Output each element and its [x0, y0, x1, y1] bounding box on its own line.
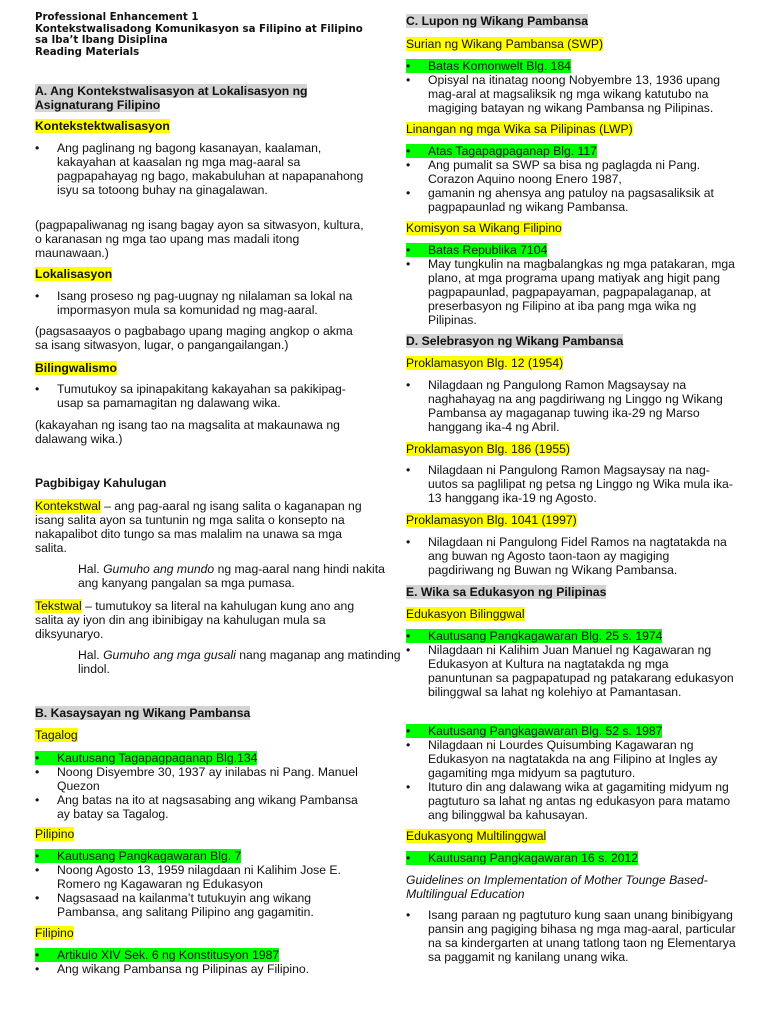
eb-list-1: [406, 629, 736, 699]
subject-title-line2: sa Iba’t Ibang Disiplina: [35, 35, 168, 46]
list-item: [35, 751, 257, 765]
p1041-heading: [406, 513, 736, 527]
p1041-title: Proklamasyon Blg. 1041 (1997): [406, 513, 577, 527]
bilingwal-title: Bilingwalismo: [35, 361, 117, 375]
eb-title: Edukasyon Bilinggwal: [406, 607, 525, 621]
list-item: • Tumutukoy sa ipinapakitang kakayahan sa pakikipag-usap sa pamamagitan ng dalawang wika.: [35, 382, 365, 410]
em-heading: [406, 829, 736, 843]
material-type: Reading Materials: [35, 46, 140, 58]
bilingwal-heading: [35, 361, 365, 375]
law-name: Artikulo XIV Sek. 6 ng Konstitusyon 1987: [57, 948, 280, 962]
lokal-heading: [35, 267, 365, 281]
swp-list: [406, 59, 736, 115]
section-d-title: D. Selebrasyon ng Wikang Pambansa: [406, 334, 624, 348]
pilipino-heading: [35, 827, 365, 841]
p12-title: Proklamasyon Blg. 12 (1954): [406, 356, 564, 370]
list-item: • Nilagdaan ng Pangulong Ramon Magsaysay na naghahayag na ang pagdiriwang ng Linggo ng Wikang Pambansa ay magaganap tuwing ika-29 ng Marso hanggang ika-4 ng Abril.: [406, 378, 736, 434]
example-italic: Gumuho ang mga gusali: [103, 648, 236, 662]
em-guidelines: Guidelines on Implementation of Mother Tounge Based-Multilingual Education: [406, 873, 708, 901]
eb-list-2: [406, 724, 736, 822]
p186-title: Proklamasyon Blg. 186 (1955): [406, 442, 570, 456]
law-name: Kautusang Pangkagawaran Blg. 52 s. 1987: [428, 724, 663, 738]
kontekstwal-definition: [35, 499, 365, 555]
lwp-list: [406, 144, 736, 214]
section-a-title-1: A. Ang Kontekstwalisasyon at Lokalisasyon ng: [35, 84, 308, 98]
pilipino-title: Pilipino: [35, 827, 75, 841]
list-item: • Isang paraan ng pagtuturo kung saan unang binibigyang pansin ang pagiging bihasa ng mga mag-aaral, particular na sa kindergarten at unang tatlong taon ng Elementarya sa paggamit ng kanilang unang wika.: [406, 908, 736, 964]
kontekst-heading: [35, 119, 365, 133]
example-prefix: Hal.: [78, 648, 104, 662]
list-item: [406, 724, 662, 738]
em-list-1: [406, 851, 736, 865]
list-item: [406, 851, 638, 865]
list-item: [406, 629, 662, 643]
list-item: [35, 948, 279, 962]
list-item: • Nilagdaan ni Pangulong Ramon Magsaysay na nag-uutos sa paglilipat ng petsa ng Linggo ng Wika mula ika-13 hanggang ika-19 ng Agosto.: [406, 463, 736, 505]
list-item: • Ituturo din ang dalawang wika at gagamiting midyum ng pagtuturo sa lahat ng antas ng edukasyon para matamo ang bilinggwal ba kahusayan.: [406, 780, 736, 822]
bilingwal-list: [35, 382, 365, 410]
document-header: [35, 12, 375, 58]
law-name: Kautusang Pangkagawaran 16 s. 2012: [428, 851, 639, 865]
tagalog-list: [35, 751, 365, 821]
list-item: • May tungkulin na magbalangkas ng mga patakaran, mga plano, at mga programa upang matiyak ang higit pang pagpapaunlad, pagpapayaman, pagpapalaganap, at preserbasyon ng Filipino at iba pang mga wika ng Pilipinas.: [406, 257, 736, 327]
section-e-heading: [406, 585, 736, 599]
example-italic: Gumuho ang mundo: [103, 562, 215, 576]
tekstwal-term: Tekstwal: [35, 599, 82, 613]
lokal-title: Lokalisasyon: [35, 267, 113, 281]
kontekstwal-example: [35, 562, 408, 590]
list-item: • Nilagdaan ni Pangulong Fidel Ramos na nagtatakda na ang buwan ng Agosto taon-taon ay magiging pagdiriwang ng Buwan ng Wikang Pambansa.: [406, 535, 736, 577]
law-name: Kautusang Tagapagpaganap Blg.134: [57, 751, 258, 765]
p12-heading: [406, 356, 736, 370]
list-item: • gamanin ng ahensya ang patuloy na pagsasaliksik at pagpapaunlad ng wikang Pambansa.: [406, 186, 736, 214]
tekstwal-definition: [35, 599, 365, 641]
list-item: • Ang wikang Pambansa ng Pilipinas ay Filipino.: [35, 962, 365, 976]
list-item: • Isang proseso ng pag-uugnay ng nilalaman sa lokal na impormasyon mula sa komunidad ng mag-aaral.: [35, 289, 365, 317]
list-item: [406, 144, 597, 158]
example-rest: ng mag-aaral nang hindi nakita ang kanyang pangalan sa mga pumasa.: [78, 562, 385, 590]
section-a-heading: [35, 84, 365, 112]
p186-heading: [406, 442, 736, 456]
kontekstwal-term: Kontekstwal: [35, 499, 101, 513]
filipino-list: [35, 948, 365, 976]
section-b-title: B. Kasaysayan ng Wikang Pambansa: [35, 706, 251, 720]
list-item: • Ang batas na ito at nagsasabing ang wikang Pambansa ay batay sa Tagalog.: [35, 793, 365, 821]
swp-heading: [406, 37, 736, 51]
section-d-heading: [406, 334, 736, 348]
kwf-title: Komisyon sa Wikang Filipino: [406, 221, 562, 235]
kontekstwal-def-text: – ang pag-aaral ng isang salita o kaganapan ng isang salita ayon sa tuntunin ng mga salita o konsepto na nakapalibot dito tungo sa mas malalim na unawa sa mga salita.: [35, 499, 362, 555]
lwp-heading: [406, 122, 736, 136]
list-item: [406, 243, 547, 257]
pilipino-list: [35, 849, 365, 919]
tekstwal-example: [35, 648, 408, 676]
list-item: • Ang paglinang ng bagong kasanayan, kaalaman, kakayahan at kaasalan ng mga mag-aaral sa pagpapahayag ng bago, makabuluhan at napapanahong isyu sa totoong buhay na ginagalawan.: [35, 141, 365, 197]
course-title: Professional Enhancement 1: [35, 12, 199, 23]
kontekst-title: Kontekstektwalisasyon: [35, 119, 170, 133]
eb-heading: [406, 607, 736, 621]
tagalog-title: Tagalog: [35, 728, 78, 742]
section-a-title-2: Asignaturang Filipino: [35, 98, 161, 112]
kontekst-note: (pagpapaliwanag ng isang bagay ayon sa sitwasyon, kultura, o karanasan ng mga tao upang mas madali itong maunawaan.): [35, 218, 364, 260]
section-c-heading: [406, 14, 736, 28]
list-item: • Nilagdaan ni Kalihim Juan Manuel ng Kagawaran ng Edukasyon at Kultura na nagtatakda ng mga panuntunan sa pagpapatupad ng patakarang edukasyon bilinggwal sa lahat ng kolehiyo at Pamantasan.: [406, 643, 736, 699]
example-prefix: Hal.: [78, 562, 104, 576]
list-item: • Opisyal na itinatag noong Nobyembre 13, 1936 upang mag-aral at magsaliksik ng mga wikang katutubo na magiging batayan ng wikang Pambansa ng Pilipinas.: [406, 73, 736, 115]
kwf-list: [406, 243, 736, 327]
list-item: • Noong Agosto 13, 1959 nilagdaan ni Kalihim Jose E. Romero ng Kagawaran ng Edukasyon: [35, 863, 365, 891]
p186-list: [406, 463, 736, 505]
section-c-title: C. Lupon ng Wikang Pambansa: [406, 14, 589, 28]
kwf-heading: [406, 221, 736, 235]
filipino-heading: [35, 926, 365, 940]
p12-list: [406, 378, 736, 434]
subject-title-line1: Kontekstwalisadong Komunikasyon sa Filipino at Filipino: [35, 23, 363, 35]
list-item: [35, 849, 241, 863]
bilingwal-note: (kakayahan ng isang tao na magsalita at makaunawa ng dalawang wika.): [35, 418, 340, 446]
list-item: [406, 59, 571, 73]
law-name: Batas Komonwelt Blg. 184: [428, 59, 571, 73]
tekstwal-def-text: – tumutukoy sa literal na kahulugan kung ano ang salita ay iyon din ang ibinibigay na kahulugan mula sa diksyunaryo.: [35, 599, 355, 641]
p1041-list: [406, 535, 736, 577]
law-name: Kautusang Pangkagawaran Blg. 25 s. 1974: [428, 629, 663, 643]
lokal-note: (pagsasaayos o pagbabago upang maging angkop o akma sa isang sitwasyon, lugar, o pangangailangan.): [35, 324, 353, 352]
list-item: • Nagsasaad na kailanma’t tutukuyin ang wikang Pambansa, ang salitang Pilipino ang gagamitin.: [35, 891, 365, 919]
em-list-2: [406, 908, 736, 964]
list-item: • Noong Disyembre 30, 1937 ay inilabas ni Pang. Manuel Quezon: [35, 765, 365, 793]
law-name: Batas Republika 7104: [428, 243, 548, 257]
filipino-title: Filipino: [35, 926, 74, 940]
section-b-heading: [35, 706, 365, 720]
kontekst-list: [35, 141, 365, 197]
law-name: Kautusang Pangkagawaran Blg. 7: [57, 849, 242, 863]
swp-title: Surian ng Wikang Pambansa (SWP): [406, 37, 604, 51]
kahulugan-title: Pagbibigay Kahulugan: [35, 476, 167, 490]
tagalog-heading: [35, 728, 365, 742]
em-title: Edukasyong Multilinggwal: [406, 829, 547, 843]
lwp-title: Linangan ng mga Wika sa Pilipinas (LWP): [406, 122, 633, 136]
example-rest: nang maganap ang matinding lindol.: [78, 648, 401, 676]
list-item: • Nilagdaan ni Lourdes Quisumbing Kagawaran ng Edukasyon na nagtatakda na ang Filipino at Ingles ay gagamiting mga midyum sa pagtuturo.: [406, 738, 736, 780]
section-e-title: E. Wika sa Edukasyon ng Pilipinas: [406, 585, 607, 599]
lokal-list: [35, 289, 365, 317]
list-item: • Ang pumalit sa SWP sa bisa ng paglagda ni Pang. Corazon Aquino noong Enero 1987,: [406, 158, 736, 186]
law-name: Atas Tagapagpaganap Blg. 117: [428, 144, 597, 158]
